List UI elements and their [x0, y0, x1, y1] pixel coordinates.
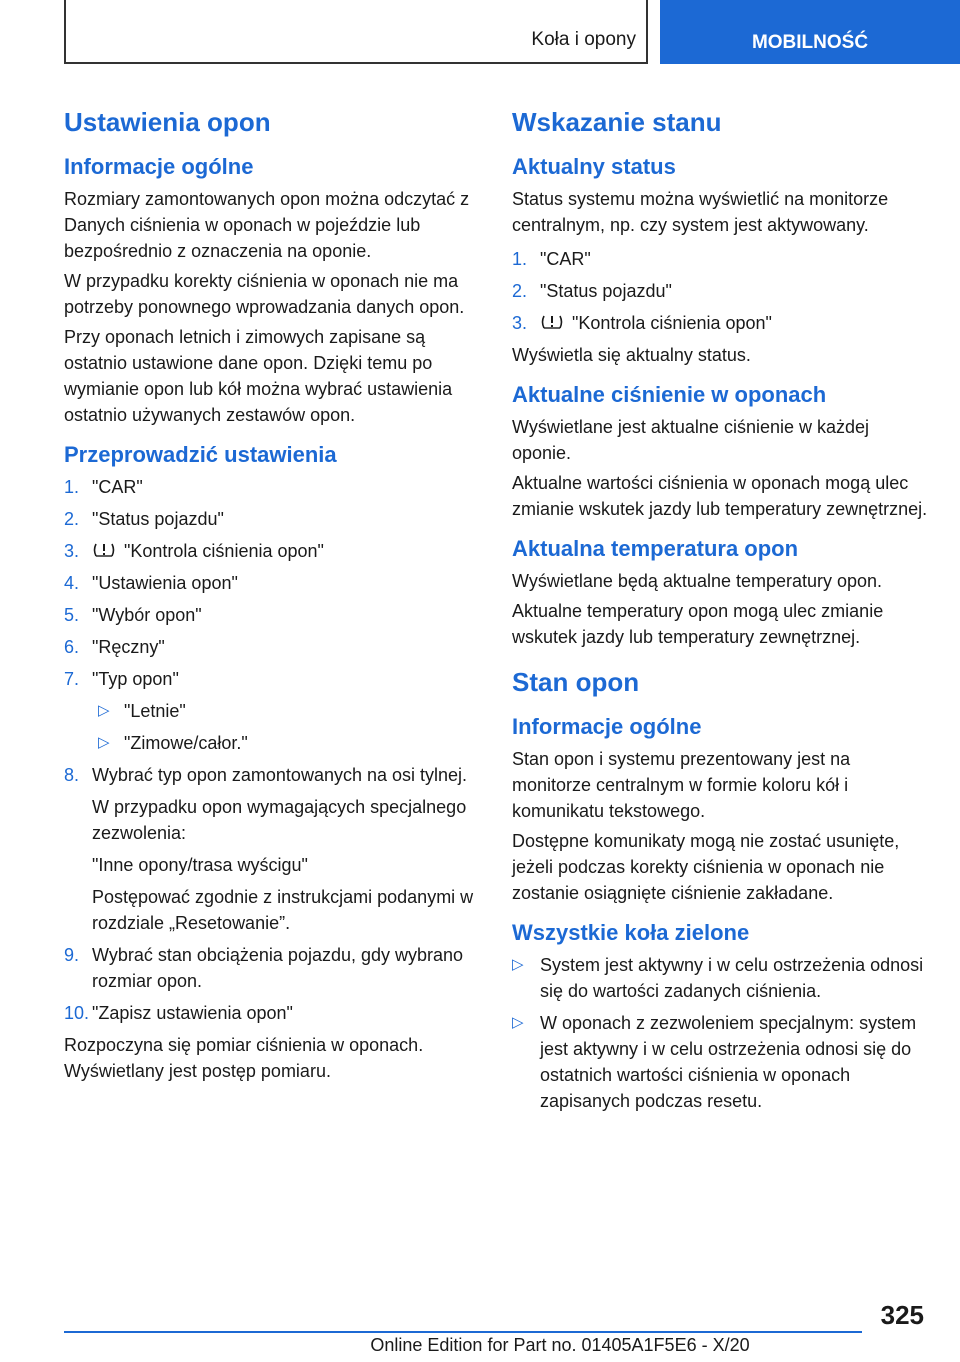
list-item	[512, 278, 932, 304]
list-item	[64, 474, 482, 500]
footer-edition: Online Edition for Part no. 01405A1F5E6 - X/20	[370, 1335, 750, 1355]
option-text: "Letnie"	[124, 701, 186, 721]
list-item	[512, 1010, 932, 1114]
list-item	[64, 1000, 482, 1026]
right-column	[512, 100, 932, 1120]
paragraph: Rozmiary zamontowanych opon można odczytać z Danych ciśnienia w oponach w pojeździe lub bezpośrednio z oznaczenia na oponie.	[64, 189, 470, 261]
list-item	[64, 570, 482, 596]
step-text: "Kontrola ciśnienia opon"	[572, 313, 772, 333]
steps-list-continued	[64, 762, 482, 788]
steps-list	[512, 238, 932, 336]
step-text: "Wybór opon"	[92, 605, 202, 625]
step-number: 5.	[64, 605, 80, 625]
subsection-title-current-status: Aktualny status	[512, 154, 676, 179]
subsection-title-all-green: Wszystkie koła zielone	[512, 920, 750, 945]
option-text: "Zimowe/całor."	[124, 733, 248, 753]
list-item	[64, 942, 482, 994]
bullet-text: W oponach z zezwoleniem specjalnym: system jest aktywny i w celu ostrzeżenia odnosi się do ostatnich wartości ciśnienia w oponach zapisanych podczas resetu.	[540, 1013, 917, 1111]
sub-options-list	[64, 698, 482, 756]
step-number: 1.	[64, 477, 80, 497]
subsection-title-general: Informacje ogólne	[64, 154, 254, 179]
list-item	[64, 538, 482, 564]
left-column	[64, 100, 482, 1084]
tire-pressure-warning-icon	[540, 312, 564, 330]
step-number: 3.	[512, 313, 528, 333]
step-continuation: "Inne opony/trasa wyścigu"	[92, 855, 308, 875]
step-text: "Ręczny"	[92, 637, 165, 657]
paragraph: W przypadku korekty ciśnienia w oponach nie ma potrzeby ponownego wprowadzania danych opon.	[64, 271, 465, 317]
step-text: Wybrać stan obciążenia pojazdu, gdy wybrano rozmiar opon.	[92, 945, 464, 991]
step-text: "CAR"	[92, 477, 143, 497]
step-number: 4.	[64, 573, 80, 593]
list-item	[512, 310, 932, 336]
header-section-title: Koła i opony	[531, 29, 636, 50]
step-text: "CAR"	[540, 249, 591, 269]
section-title-tire-settings: Ustawienia opon	[64, 107, 271, 137]
step-text: "Status pojazdu"	[540, 281, 672, 301]
step-continuation: W przypadku opon wymagających specjalnego zezwolenia:	[92, 797, 467, 843]
step-number: 6.	[64, 637, 80, 657]
step-text: "Status pojazdu"	[92, 509, 224, 529]
page-number: 325	[880, 1300, 924, 1330]
step-text: Wybrać typ opon zamontowanych na osi tylnej.	[92, 765, 468, 785]
tire-pressure-warning-icon	[92, 540, 116, 558]
list-item	[64, 666, 482, 692]
paragraph: Dostępne komunikaty mogą nie zostać usunięte, jeżeli podczas korekty ciśnienia w oponach nie zostanie osiągnięte ciśnienie zakładane.	[512, 831, 900, 903]
step-continuation: Postępować zgodnie z instrukcjami podanymi w rozdziale „Resetowanie”.	[92, 887, 474, 933]
step-text: "Ustawienia opon"	[92, 573, 238, 593]
triangle-bullet-icon: ▷	[512, 956, 524, 973]
paragraph: Aktualne wartości ciśnienia w oponach mogą ulec zmianie wskutek jazdy lub temperatury zewnętrznej.	[512, 473, 928, 519]
list-item	[64, 698, 482, 724]
list-item	[64, 634, 482, 660]
list-item	[64, 602, 482, 628]
bullet-text: System jest aktywny i w celu ostrzeżenia odnosi się do wartości zadanych ciśnienia.	[540, 955, 924, 1001]
list-item	[64, 506, 482, 532]
list-item	[64, 762, 482, 788]
step-number: 7.	[64, 669, 80, 689]
list-item	[64, 730, 482, 756]
step-number: 9.	[64, 945, 80, 965]
step-text: "Zapisz ustawienia opon"	[92, 1003, 293, 1023]
subsection-title-temperature: Aktualna temperatura opon	[512, 536, 799, 561]
list-item	[512, 246, 932, 272]
steps-list	[64, 470, 482, 692]
triangle-bullet-icon: ▷	[98, 702, 110, 719]
paragraph: Rozpoczyna się pomiar ciśnienia w oponach. Wyświetlany jest postęp pomiaru.	[64, 1035, 424, 1081]
section-title-tire-state: Stan opon	[512, 667, 640, 697]
paragraph: Wyświetla się aktualny status.	[512, 345, 751, 365]
step-number: 2.	[512, 281, 528, 301]
list-item	[512, 952, 932, 1004]
section-title-status: Wskazanie stanu	[512, 107, 722, 137]
step-number: 1.	[512, 249, 528, 269]
step-text: "Kontrola ciśnienia opon"	[124, 541, 324, 561]
steps-list-end	[64, 942, 482, 1026]
header-chapter-tab[interactable]: MOBILNOŚĆ	[660, 0, 960, 64]
step-number: 3.	[64, 541, 80, 561]
paragraph: Status systemu można wyświetlić na monitorze centralnym, np. czy system jest aktywowany.	[512, 189, 889, 235]
bullet-list	[512, 948, 932, 1114]
paragraph: Wyświetlane jest aktualne ciśnienie w każdej oponie.	[512, 417, 870, 463]
subsection-title-setup: Przeprowadzić ustawienia	[64, 442, 337, 467]
step-text: "Typ opon"	[92, 669, 179, 689]
paragraph: Aktualne temperatury opon mogą ulec zmianie wskutek jazdy lub temperatury zewnętrznej.	[512, 601, 884, 647]
paragraph: Stan opon i systemu prezentowany jest na monitorze centralnym w formie koloru kół i komunikatu tekstowego.	[512, 749, 851, 821]
step-number: 2.	[64, 509, 80, 529]
paragraph: Przy oponach letnich i zimowych zapisane są ostatnio ustawione dane opon. Dzięki temu po wymianie opon lub kół można wybrać ustawienia ostatnio używanych zestawów opon.	[64, 327, 453, 425]
triangle-bullet-icon: ▷	[512, 1014, 524, 1031]
subsection-title-general: Informacje ogólne	[512, 714, 702, 739]
step-number: 8.	[64, 765, 80, 785]
paragraph: Wyświetlane będą aktualne temperatury opon.	[512, 571, 883, 591]
footer-divider	[64, 1331, 862, 1333]
triangle-bullet-icon: ▷	[98, 734, 110, 751]
step-number: 10.	[64, 1003, 90, 1023]
subsection-title-pressure: Aktualne ciśnienie w oponach	[512, 382, 827, 407]
